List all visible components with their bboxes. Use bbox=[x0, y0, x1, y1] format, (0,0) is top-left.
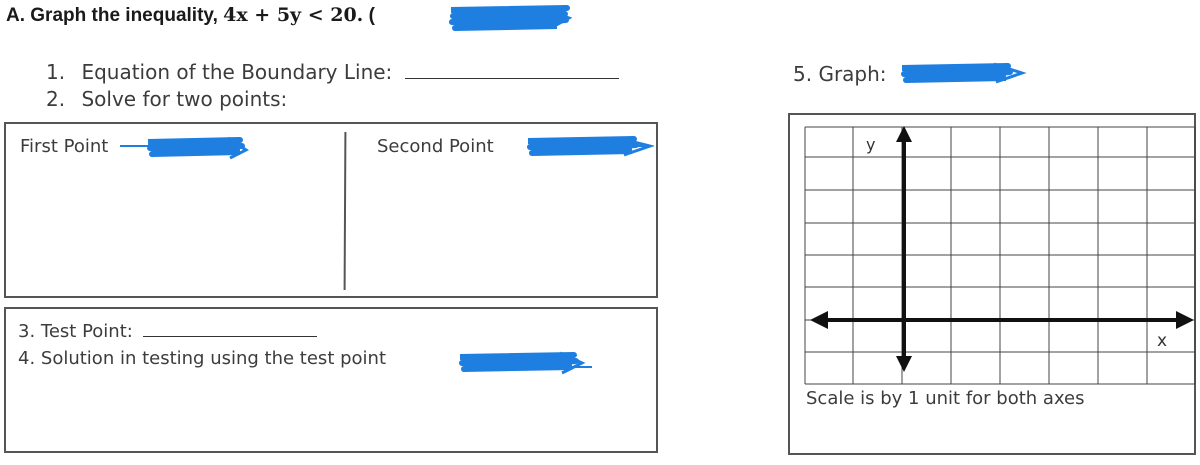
step-2 bbox=[46, 87, 287, 111]
scale-note: Scale is by 1 unit for both axes bbox=[806, 388, 1085, 409]
second-point-label: Second Point bbox=[377, 136, 494, 157]
grid-lines bbox=[805, 127, 1195, 384]
x-axis-arrow-right bbox=[1176, 311, 1194, 329]
inequality-expression: 4x + 5y < 20. bbox=[223, 4, 364, 26]
step-2-text: Solve for two points: bbox=[81, 87, 288, 111]
redaction-scribble-second-point bbox=[524, 133, 654, 163]
test-point-label: 3. Test Point: bbox=[18, 321, 133, 342]
solution-label: 4. Solution in testing using the test point bbox=[18, 348, 386, 369]
first-point-label: First Point bbox=[20, 136, 109, 157]
coordinate-grid bbox=[802, 124, 1196, 386]
y-axis-arrow-down bbox=[896, 356, 912, 372]
redaction-scribble-graph bbox=[898, 58, 1028, 90]
title-paren: ( bbox=[368, 5, 375, 26]
y-axis-arrow-up bbox=[896, 126, 912, 142]
y-axis-label: y bbox=[866, 135, 876, 154]
x-axis-label: x bbox=[1157, 331, 1168, 351]
redaction-scribble-solution bbox=[456, 349, 594, 379]
test-point-answer-blank[interactable] bbox=[143, 335, 317, 337]
boundary-line-answer-blank[interactable] bbox=[405, 77, 619, 79]
step-2-number: 2. bbox=[46, 87, 66, 111]
test-point-row bbox=[18, 321, 317, 342]
x-axis-arrow-left bbox=[810, 311, 828, 329]
redaction-scribble-title bbox=[447, 4, 572, 34]
step-1-text: Equation of the Boundary Line: bbox=[81, 60, 393, 84]
graph-heading: 5. Graph: bbox=[793, 62, 887, 86]
worksheet-title bbox=[6, 4, 375, 27]
step-1-number: 1. bbox=[46, 60, 66, 84]
redaction-scribble-first-point bbox=[118, 134, 250, 164]
step-1 bbox=[46, 60, 619, 84]
title-text: Graph the inequality, bbox=[30, 5, 218, 26]
section-label: A. bbox=[6, 5, 25, 26]
